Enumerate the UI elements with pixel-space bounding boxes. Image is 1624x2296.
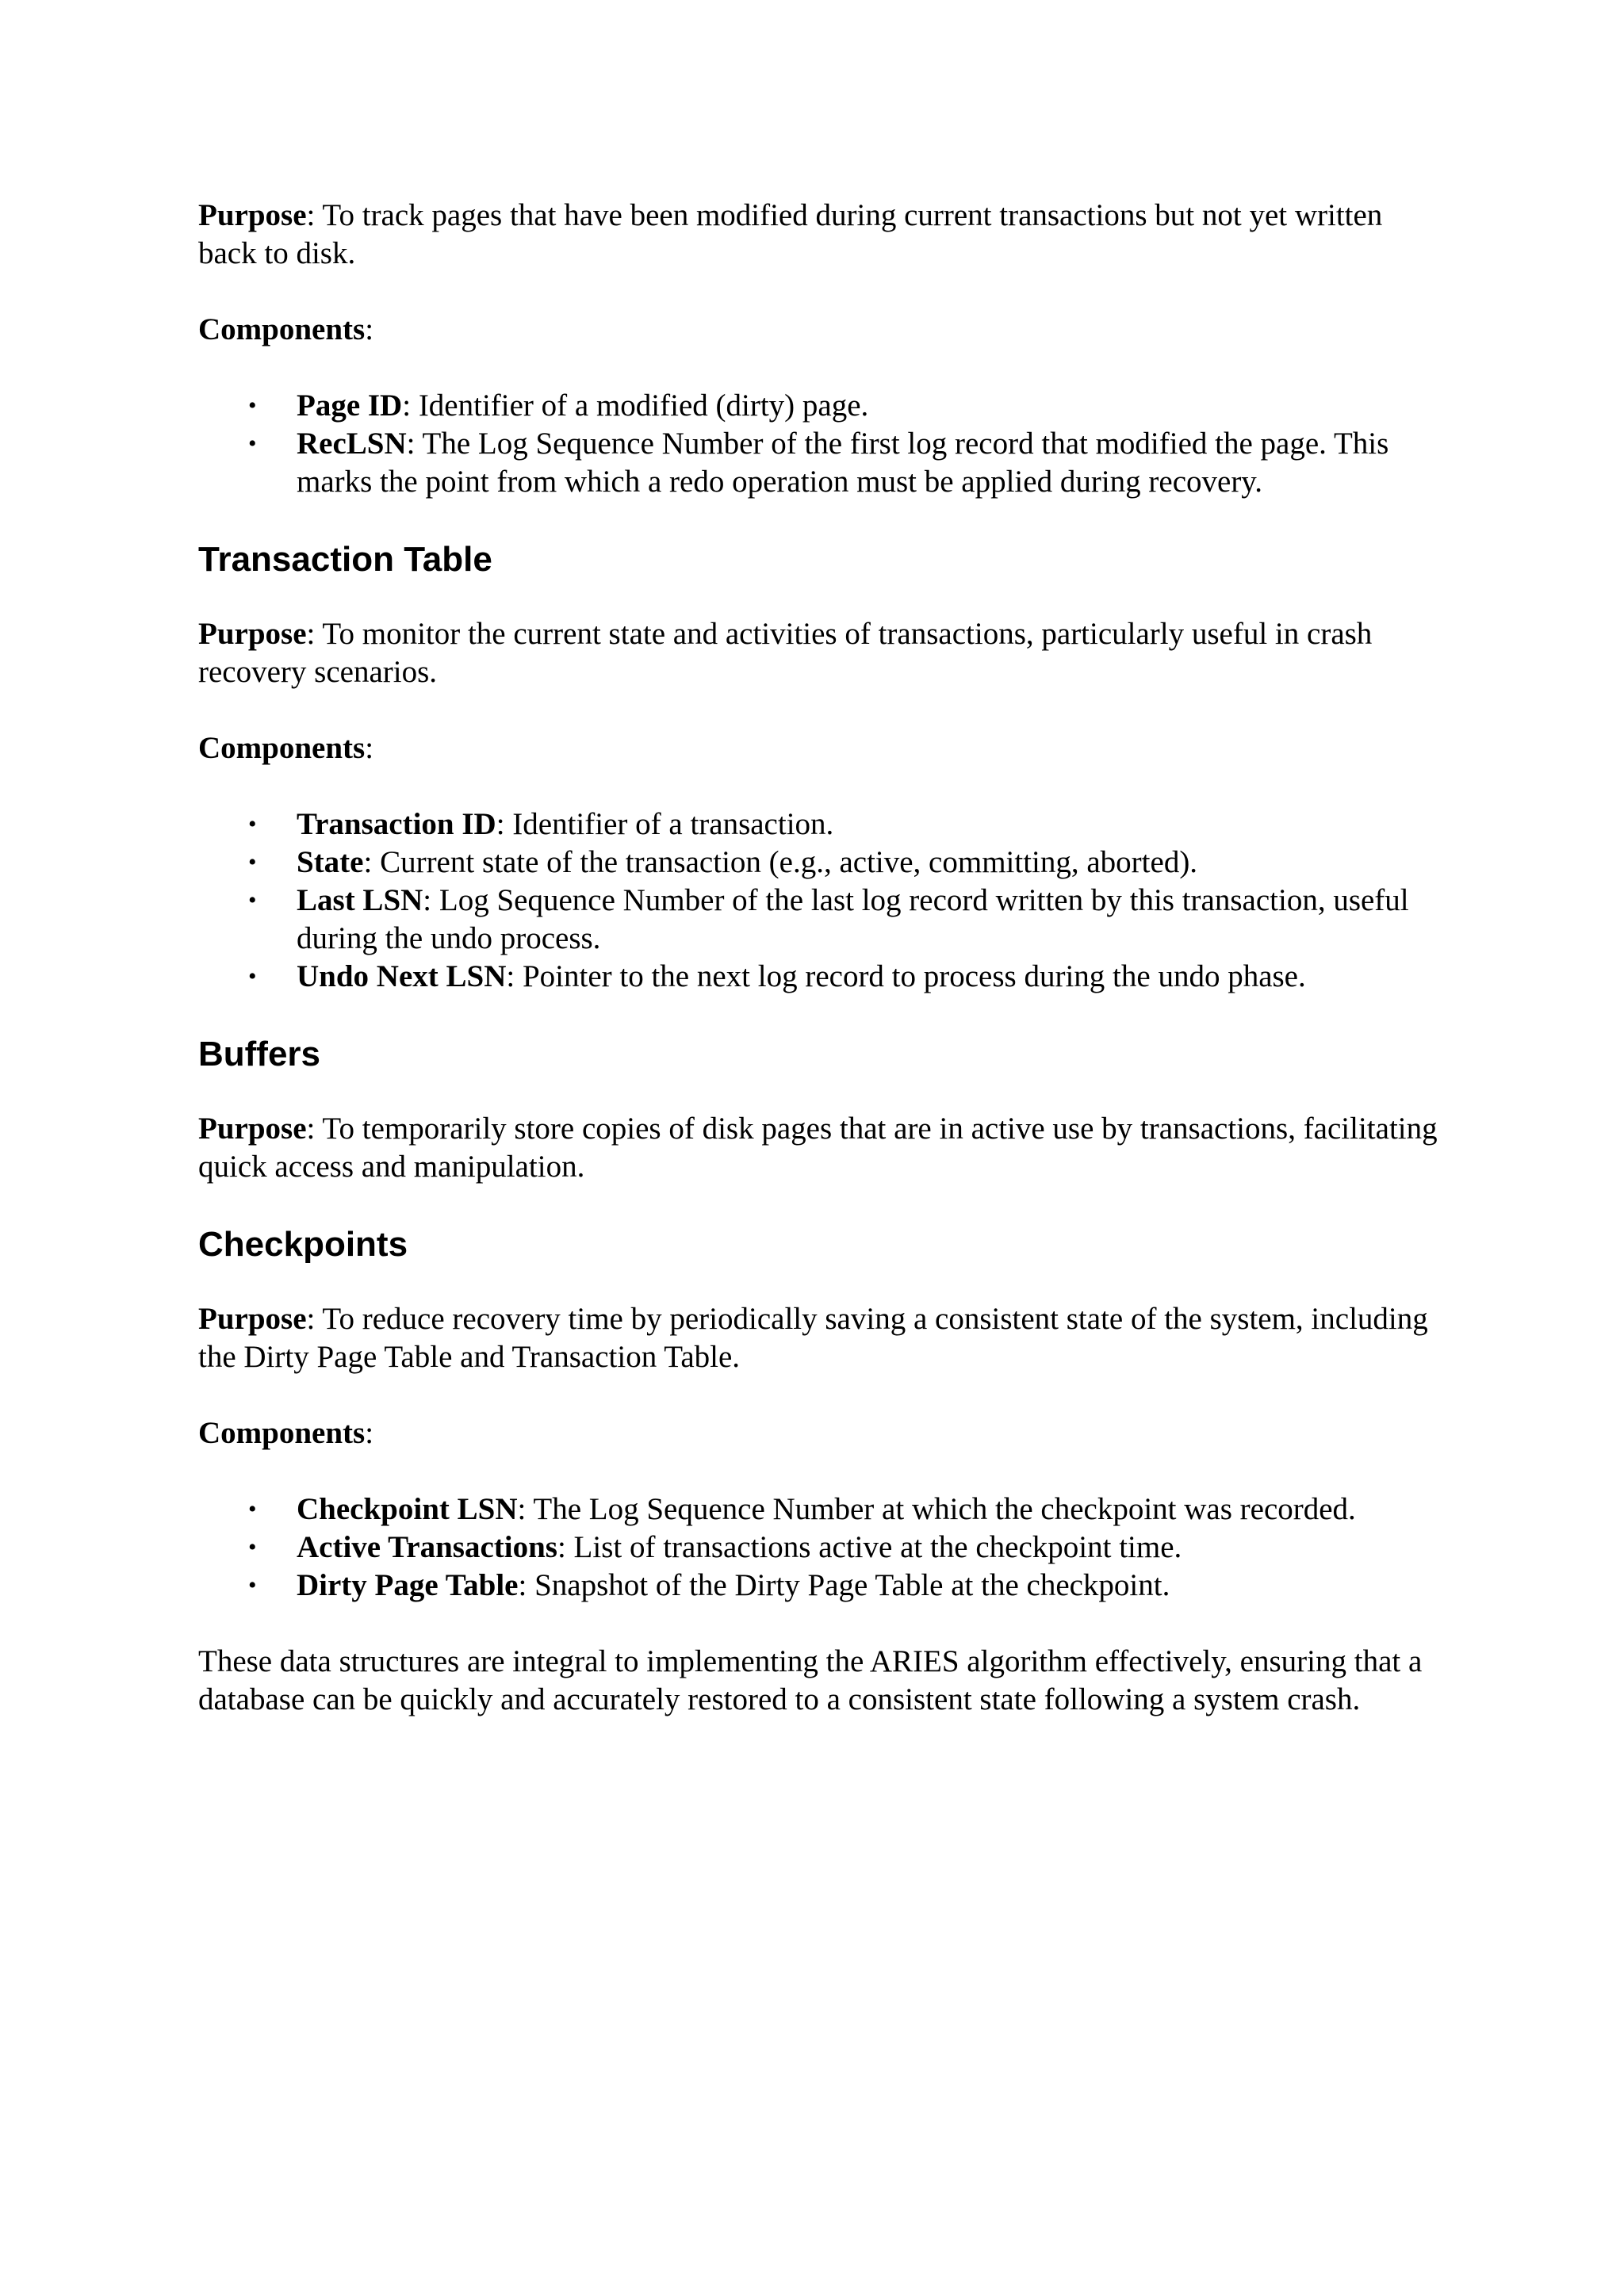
item-text: : The Log Sequence Number at which the checkpoint was recorded. (517, 1492, 1356, 1526)
item-text: : List of transactions active at the checkpoint time. (557, 1530, 1182, 1564)
item-term: Undo Next LSN (297, 959, 507, 993)
bullet-icon: • (248, 887, 257, 913)
purpose-label: Purpose (198, 198, 307, 232)
checkpoints-heading: Checkpoints (198, 1225, 408, 1264)
checkpoints-components-heading (198, 1414, 1443, 1452)
list-item (198, 1567, 1443, 1605)
list-item (198, 1490, 1443, 1529)
purpose-label: Purpose (198, 617, 307, 651)
dirty-page-table-components-heading (198, 311, 1443, 349)
item-text: : Current state of the transaction (e.g., active, committing, aborted). (363, 845, 1198, 879)
item-text: : Identifier of a modified (dirty) page. (402, 388, 869, 423)
item-term: Dirty Page Table (297, 1568, 519, 1602)
bullet-icon: • (248, 430, 257, 457)
list-item (198, 958, 1443, 996)
transaction-table-purpose (198, 615, 1443, 691)
buffers-heading: Buffers (198, 1035, 321, 1073)
list-item (198, 387, 1443, 425)
purpose-label: Purpose (198, 1112, 307, 1146)
item-text: : Log Sequence Number of the last log record written by this transaction, useful during the undo process. (297, 883, 1409, 955)
item-text: : The Log Sequence Number of the first log record that modified the page. This marks the point from which a redo operation must be applied during recovery. (297, 427, 1389, 499)
item-term: State (297, 845, 364, 879)
transaction-table-heading: Transaction Table (198, 540, 492, 579)
purpose-label: Purpose (198, 1302, 307, 1336)
bullet-icon: • (248, 1572, 257, 1598)
list-item (198, 806, 1443, 844)
item-term: Active Transactions (297, 1530, 557, 1564)
components-label: Components (198, 1416, 366, 1450)
item-term: Page ID (297, 388, 403, 423)
item-text: : Pointer to the next log record to process during the undo phase. (506, 959, 1306, 993)
document-page (198, 197, 1443, 1757)
checkpoints-components-list (198, 1490, 1443, 1605)
item-term: Transaction ID (297, 807, 496, 841)
components-colon: : (365, 312, 374, 346)
bullet-icon: • (248, 963, 257, 989)
components-colon: : (365, 1416, 374, 1450)
conclusion-paragraph: These data structures are integral to implementing the ARIES algorithm effectively, ensuring that a database can be quickly and accurately restored to a consistent state following a system crash. (198, 1644, 1423, 1716)
bullet-icon: • (248, 849, 257, 875)
list-item (198, 425, 1443, 501)
components-label: Components (198, 312, 366, 346)
list-item (198, 844, 1443, 882)
buffers-purpose (198, 1110, 1443, 1186)
item-term: Last LSN (297, 883, 423, 917)
transaction-table-components-heading (198, 729, 1443, 767)
item-term: Checkpoint LSN (297, 1492, 518, 1526)
purpose-text: : To monitor the current state and activities of transactions, particularly useful in crash recovery scenarios. (198, 617, 1373, 689)
bullet-icon: • (248, 392, 257, 419)
components-colon: : (365, 731, 374, 765)
dirty-page-table-purpose (198, 197, 1443, 273)
bullet-icon: • (248, 811, 257, 837)
purpose-text: : To track pages that have been modified during current transactions but not yet written back to disk. (198, 198, 1383, 270)
dirty-page-table-components-list (198, 387, 1443, 501)
item-text: : Identifier of a transaction. (496, 807, 834, 841)
item-term: RecLSN (297, 427, 407, 461)
purpose-text: : To temporarily store copies of disk pages that are in active use by transactions, facilitating quick access and manipulation. (198, 1112, 1438, 1184)
bullet-icon: • (248, 1496, 257, 1522)
checkpoints-purpose (198, 1300, 1443, 1376)
purpose-text: : To reduce recovery time by periodically saving a consistent state of the system, including the Dirty Page Table and Transaction Table. (198, 1302, 1428, 1374)
transaction-table-components-list (198, 806, 1443, 996)
list-item (198, 1529, 1443, 1567)
bullet-icon: • (248, 1534, 257, 1560)
components-label: Components (198, 731, 366, 765)
list-item (198, 882, 1443, 958)
item-text: : Snapshot of the Dirty Page Table at the checkpoint. (518, 1568, 1170, 1602)
